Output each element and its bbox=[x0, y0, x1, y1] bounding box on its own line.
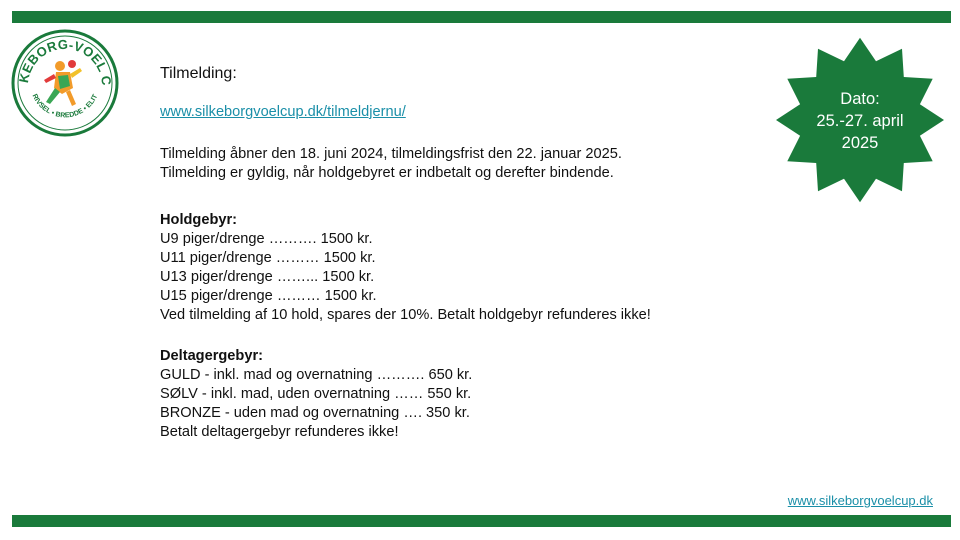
logo-tagline: RIVSEL • BREDDE • ELIT bbox=[30, 93, 100, 120]
page-title: Tilmelding: bbox=[160, 65, 237, 82]
participant-fee-heading: Deltagergebyr: bbox=[160, 348, 263, 364]
registration-link[interactable]: www.silkeborgvoelcup.dk/tilmeldjernu/ bbox=[160, 104, 406, 120]
info-line: Tilmelding er gyldig, når holdgebyret er indbetalt og derefter bindende. bbox=[160, 165, 614, 181]
registration-content bbox=[160, 64, 760, 442]
date-year: 2025 bbox=[841, 134, 879, 152]
team-fee-line: U11 piger/drenge ……… 1500 kr. bbox=[160, 250, 376, 266]
bottom-green-bar bbox=[12, 515, 951, 527]
silkeborg-voel-cup-logo bbox=[10, 28, 120, 138]
footer-website-link[interactable]: www.silkeborgvoelcup.dk bbox=[787, 493, 933, 508]
logo-name-text: KEBORG-VOEL C bbox=[16, 36, 115, 87]
date-label: Dato: bbox=[840, 90, 880, 108]
team-fee-line: U9 piger/drenge ………. 1500 kr. bbox=[160, 231, 373, 247]
info-line: Tilmelding åbner den 18. juni 2024, tilmeldingsfrist den 22. januar 2025. bbox=[160, 146, 622, 162]
top-green-bar bbox=[12, 11, 951, 23]
participant-fee-line: BRONZE - uden mad og overnatning …. 350 kr. bbox=[160, 405, 470, 421]
participant-fee-line: SØLV - inkl. mad, uden overnatning …… 550 kr. bbox=[160, 386, 472, 402]
team-fee-note: Ved tilmelding af 10 hold, spares der 10%. Betalt holdgebyr refunderes ikke! bbox=[160, 307, 651, 323]
participant-fee-note: Betalt deltagergebyr refunderes ikke! bbox=[160, 424, 399, 440]
team-fee-line: U15 piger/drenge ……… 1500 kr. bbox=[160, 288, 377, 304]
team-fee-line: U13 piger/drenge ……... 1500 kr. bbox=[160, 269, 375, 285]
team-fee-heading: Holdgebyr: bbox=[160, 212, 238, 228]
date-badge-text bbox=[790, 88, 930, 154]
date-range: 25.-27. april bbox=[816, 112, 904, 130]
participant-fee-line: GULD - inkl. mad og overnatning ………. 650 kr. bbox=[160, 367, 473, 383]
